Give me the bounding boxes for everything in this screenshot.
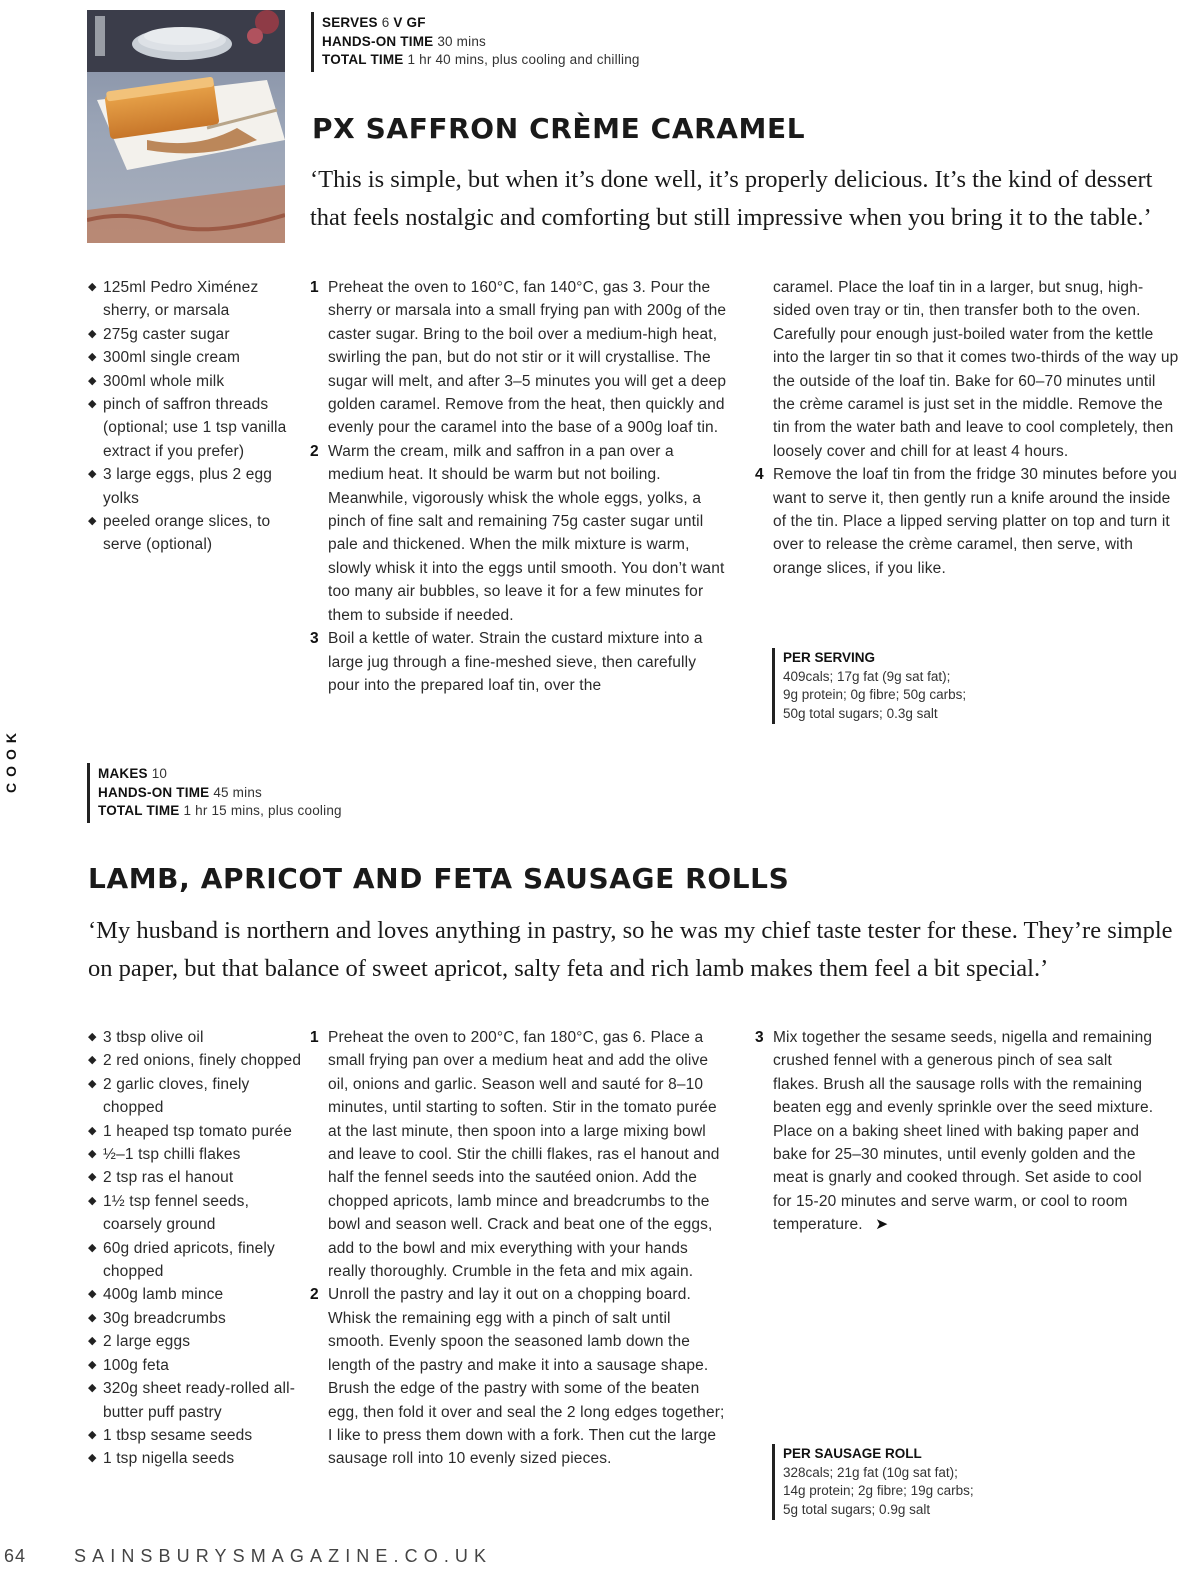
recipe1-ingredients: [88, 276, 288, 557]
recipe2-nutrition: [772, 1444, 974, 1520]
method-step: 1 Preheat the oven to 200°C, fan 180°C, gas 6. Place a small frying pan over a medium heat and add the olive oil, onions and garlic. Season well and sauté for 8–10 minutes, until starting to soften. Stir in the tomato purée at the last minute, then spoon into a large mixing bowl and leave to cool. Stir the chilli flakes, ras el hanout and half the fennel seeds into the sautéed onion. Add the chopped apricots, lamb mince and breadcrumbs to the bowl and season well. Crack and beat one of the eggs, add to the bowl and mix everything with your hands really thoroughly. Crumble in the feta and mix again.: [310, 1026, 730, 1283]
ingredient-item: ◆ pinch of saffron threads (optional; use 1 tsp vanilla extract if you prefer): [88, 393, 288, 463]
total-time-line: TOTAL TIME 1 hr 40 mins, plus cooling and chilling: [322, 52, 640, 67]
step-number: 3: [755, 1029, 764, 1046]
method-step: 2 Unroll the pastry and lay it out on a chopping board. Whisk the remaining egg with a pinch of salt until smooth. Evenly spoon the seasoned lamb down the length of the pastry and make it into a sausage shape. Brush the edge of the pastry with some of the beaten egg, then fold it over and seal the 2 long edges together; I like to press them down with a fork. Then cut the large sausage roll into 10 evenly sized pieces.: [310, 1283, 730, 1470]
step4-list: [755, 463, 1180, 580]
ingredient-item: ◆ 30g breadcrumbs: [88, 1307, 303, 1330]
step-number: 1: [310, 1029, 319, 1046]
recipe1-nutrition: [772, 648, 966, 724]
step-number: 1: [310, 279, 319, 296]
ingredient-item: ◆ 2 tsp ras el hanout: [88, 1166, 303, 1189]
nutrition-line: 328cals; 21g fat (10g sat fat);: [783, 1464, 958, 1480]
nutrition-line: 5g total sugars; 0.9g salt: [783, 1501, 931, 1517]
method-step: 3 Mix together the sesame seeds, nigella and remaining crushed fennel with a generous pinch of sea salt flakes. Brush all the sausage rolls with the remaining beaten egg and evenly sprinkle over the seed mixture. Place on a baking sheet lined with baking paper and bake for 25–30 minutes, until evenly golden and the meat is gnarly and cooked through. Set aside to cool for 15-20 minutes and serve warm, or cool to room temperature. ➤: [755, 1026, 1160, 1237]
hands-on-time-line: HANDS-ON TIME 45 mins: [98, 784, 262, 800]
recipe2-meta: [87, 763, 342, 823]
step-number: 4: [755, 466, 764, 484]
makes-line: MAKES 10: [98, 766, 168, 781]
method-step: 4 Remove the loaf tin from the fridge 30 minutes before you want to serve it, then gently run a knife around the inside of the tin. Place a lipped serving platter on top and turn it over to release the crème caramel, then serve, with orange slices, if you like.: [755, 463, 1180, 580]
nutrition-line: 50g total sugars; 0.3g salt: [783, 705, 938, 721]
nutrition-label: PER SERVING: [783, 650, 876, 665]
step3-continued: caramel. Place the loaf tin in a larger, but snug, high-sided oven tray or tin, then transfer both to the oven. Carefully pour enough just-boiled water from the kettle into the larger tin so that it comes two-thirds of the way up the outside of the loaf tin. Bake for 60–70 minutes until the crème caramel is just set in the middle. Remove the tin from the water bath and leave to cool completely, then loosely cover and chill for at least 4 hours.: [773, 279, 1179, 460]
ingredient-item: ◆ 275g caster sugar: [88, 323, 288, 346]
ingredient-item: ◆ 1 tbsp sesame seeds: [88, 1424, 303, 1447]
recipe1-quote: ‘This is simple, but when it’s done well, it’s properly delicious. It’s the kind of dessert that feels nostalgic and comforting but still impressive when you bring it to the table.’: [310, 166, 1153, 231]
method-step: 2 Warm the cream, milk and saffron in a pan over a medium heat. It should be warm but not boiling. Meanwhile, vigorously whisk the whole eggs, yolks, a pinch of fine salt and remaining 75g caster sugar until pale and thickened. When the milk mixture is warm, slowly whisk it into the eggs until smooth. You don’t want too many air bubbles, so leave it for a few minutes for them to subside if needed.: [310, 440, 730, 627]
ingredient-item: ◆ 2 red onions, finely chopped: [88, 1049, 303, 1072]
ingredient-item: ◆ 400g lamb mince: [88, 1283, 303, 1306]
recipe2-title: LAMB, APRICOT AND FETA SAUSAGE ROLLS: [88, 862, 790, 895]
recipe2-method-col3: [755, 1026, 1160, 1237]
ingredient-item: ◆ 1 tsp nigella seeds: [88, 1447, 303, 1470]
method-step: 1 Preheat the oven to 160°C, fan 140°C, gas 3. Pour the sherry or marsala into a small frying pan with 200g of the caster sugar. Bring to the boil over a medium-high heat, swirling the pan, but do not stir or it will crystallise. The sugar will melt, and after 3–5 minutes you will get a deep golden caramel. Remove from the heat, then quickly and evenly pour the caramel into the base of a 900g loaf tin.: [310, 276, 730, 440]
method-step: 3 Boil a kettle of water. Strain the custard mixture into a large jug through a fine-meshed sieve, then carefully pour into the prepared loaf tin, over the: [310, 627, 730, 697]
ingredient-item: ◆ 300ml whole milk: [88, 370, 288, 393]
ingredient-item: ◆ 125ml Pedro Ximénez sherry, or marsala: [88, 276, 288, 323]
nutrition-line: 409cals; 17g fat (9g sat fat);: [783, 668, 951, 684]
step-number: 2: [310, 442, 319, 460]
ingredient-item: ◆ 1½ tsp fennel seeds, coarsely ground: [88, 1190, 303, 1237]
ingredient-item: ◆ 3 tbsp olive oil: [88, 1026, 303, 1049]
ingredient-item: ◆ 320g sheet ready-rolled all-butter puff pastry: [88, 1377, 303, 1424]
recipe2-method: [310, 1026, 730, 1471]
recipe1-method-col3: [755, 276, 1180, 580]
ingredient-item: ◆ ½–1 tsp chilli flakes: [88, 1143, 303, 1166]
ingredient-item: ◆ 1 heaped tsp tomato purée: [88, 1120, 303, 1143]
ingredient-item: ◆ 60g dried apricots, finely chopped: [88, 1237, 303, 1284]
recipe1-method: [310, 276, 730, 697]
site-url: SAINSBURYSMAGAZINE.CO.UK: [74, 1546, 493, 1566]
recipe-photo: [87, 10, 285, 243]
nutrition-line: 14g protein; 2g fibre; 19g carbs;: [783, 1483, 974, 1498]
ingredient-item: ◆ 2 large eggs: [88, 1330, 303, 1353]
serves-line: SERVES 6 V GF: [322, 15, 426, 30]
ingredient-item: ◆ 300ml single cream: [88, 346, 288, 369]
ingredient-item: ◆ peeled orange slices, to serve (optional): [88, 510, 288, 557]
ingredient-item: ◆ 2 garlic cloves, finely chopped: [88, 1073, 303, 1120]
ingredient-item: ◆ 100g feta: [88, 1354, 303, 1377]
ingredient-item: ◆ 3 large eggs, plus 2 egg yolks: [88, 463, 288, 510]
page-number: 64: [4, 1546, 27, 1566]
total-time-line: TOTAL TIME 1 hr 15 mins, plus cooling: [98, 803, 342, 818]
nutrition-line: 9g protein; 0g fibre; 50g carbs;: [783, 687, 967, 702]
recipe1-title: PX SAFFRON CRÈME CARAMEL: [312, 112, 806, 145]
step-number: 3: [310, 630, 319, 648]
step-number: 2: [310, 1286, 319, 1304]
recipe1-meta: [311, 12, 640, 72]
section-tab: COOK: [3, 727, 19, 793]
recipe2-quote: ‘My husband is northern and loves anything in pastry, so he was my chief taste tester for these. They’re simple on paper, but that balance of sweet apricot, salty feta and rich lamb makes them feel a bit special.’: [88, 917, 1173, 982]
creme-caramel-photo: [87, 10, 285, 243]
hands-on-time-line: HANDS-ON TIME 30 mins: [322, 33, 486, 49]
recipe2-ingredients: [88, 1026, 303, 1471]
continue-arrow-icon: ➤: [875, 1216, 889, 1234]
nutrition-label: PER SAUSAGE ROLL: [783, 1446, 922, 1461]
